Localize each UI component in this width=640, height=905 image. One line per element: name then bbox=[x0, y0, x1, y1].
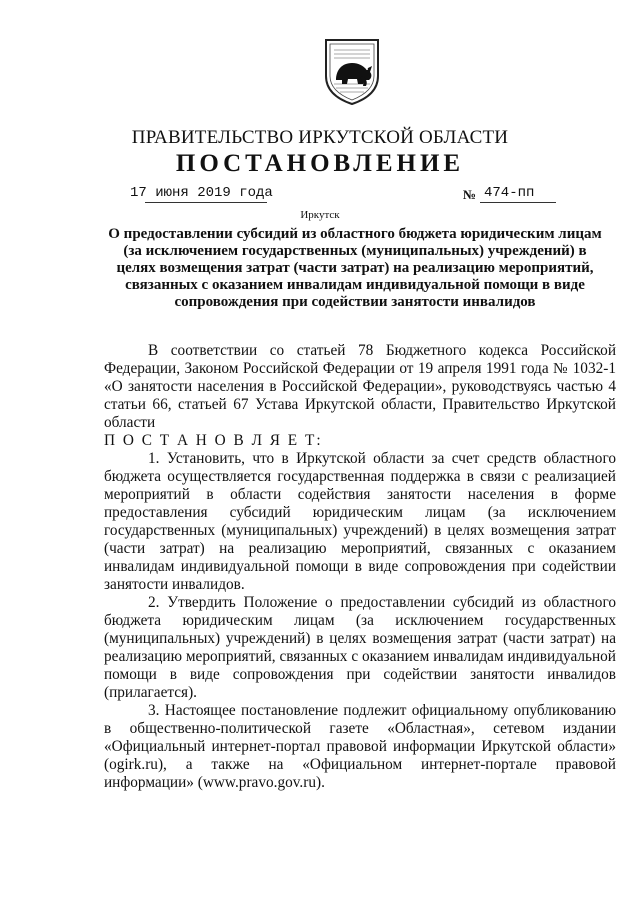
decree-word: П О С Т А Н О В Л Я Е Т: bbox=[104, 432, 323, 449]
item-paragraph-1: 1. Установить, что в Иркутской области за счет средств областного бюджета осуществляется государственная поддержка в связи с реализацией мероприятий в области содействия занятости населения в форме предоставления субсидий юридическим лицам (за исключением государственных (муниципальных) учреждений) в целях возмещения затрат (части затрат) на реализацию мероприятий, связанных с оказанием инвалидам индивидуальной помощи в виде сопровождения при содействии занятости инвалидов. bbox=[104, 450, 616, 593]
document-date: 17 июня 2019 года bbox=[130, 185, 273, 201]
organization-name: ПРАВИТЕЛЬСТВО ИРКУТСКОЙ ОБЛАСТИ bbox=[131, 127, 509, 148]
item-paragraph-3: 3. Настоящее постановление подлежит официальному опубликованию в общественно-политической газете «Областная», сетевом издании «Официальный интернет-портал правовой информации Иркутской области» (ogirk.ru), а также на «Официальном интернет-портале правовой информации» (www.pravo.gov.ru). bbox=[104, 702, 616, 791]
item-paragraph-2: 2. Утвердить Положение о предоставлении субсидий из областного бюджета юридическим лицам (за исключением государственных (муниципальных) учреждений) в целях возмещения затрат (части затрат) на реализацию мероприятий, связанных с оказанием инвалидам индивидуальной помощи в виде сопровождения при содействии занятости инвалидов (прилагается). bbox=[104, 594, 616, 701]
coat-of-arms-icon bbox=[322, 36, 382, 106]
number-underline bbox=[480, 202, 556, 203]
document-body bbox=[104, 342, 616, 792]
document-number: 474-пп bbox=[484, 185, 535, 201]
number-label: № bbox=[463, 187, 477, 202]
city-name: Иркутск bbox=[300, 209, 340, 221]
document-title: О предоставлении субсидий из областного бюджета юридическим лицам (за исключением государственных (муниципальных) учреждений) в целях возмещения затрат (части затрат) на реализацию мероприятий, связанных с оказанием инвалидам индивидуальной помощи в виде сопровождения при содействии занятости инвалидов bbox=[108, 226, 602, 310]
preamble-paragraph: В соответствии со статьей 78 Бюджетного кодекса Российской Федерации, Законом Российской Федерации от 19 апреля 1991 года № 1032-1 «О занятости населения в Российской Федерации», руководствуясь частью 4 статьи 66, статьей 67 Устава Иркутской области, Правительство Иркутской области bbox=[104, 342, 616, 431]
date-underline bbox=[145, 202, 267, 203]
document-type: ПОСТАНОВЛЕНИЕ bbox=[175, 150, 465, 177]
